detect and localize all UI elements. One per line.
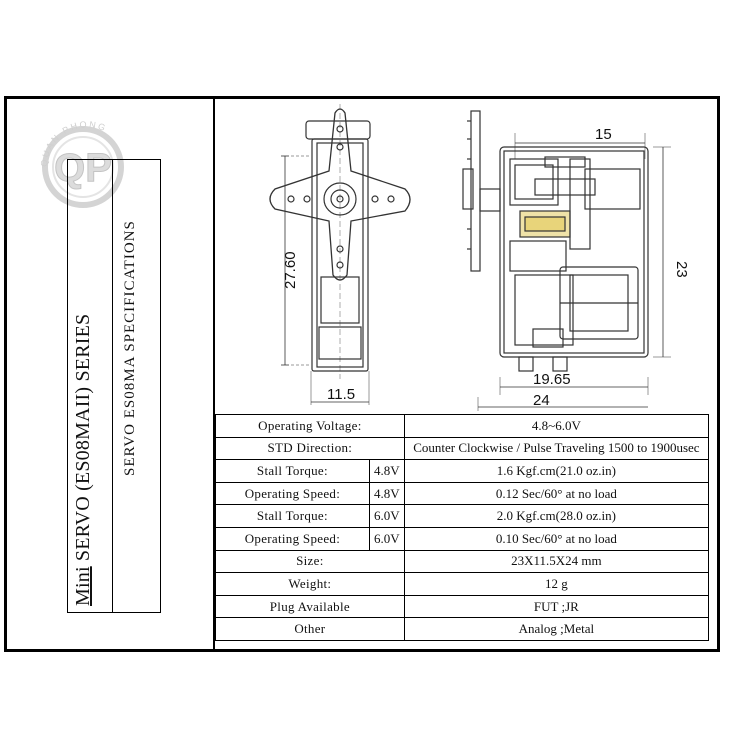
spec-value: 0.10 Sec/60° at no load: [404, 527, 708, 550]
table-row: [216, 415, 709, 438]
spec-label: STD Direction:: [216, 437, 405, 460]
table-row: [216, 460, 709, 483]
spec-voltage: 4.8V: [369, 460, 404, 483]
table-row: [216, 573, 709, 596]
series-title: [72, 314, 95, 606]
spec-voltage: 6.0V: [369, 505, 404, 528]
spec-value: 1.6 Kgf.cm(21.0 oz.in): [404, 460, 708, 483]
spec-sheet: [4, 96, 720, 652]
spec-label: Operating Speed:: [216, 482, 370, 505]
spec-label: Size:: [216, 550, 405, 573]
drawing-panel: [215, 99, 717, 413]
title-panel: [7, 99, 215, 649]
dim-total-length: 24: [533, 392, 550, 409]
table-row: [216, 505, 709, 528]
spec-table: [215, 414, 709, 641]
table-row: [216, 437, 709, 460]
spec-value: 0.12 Sec/60° at no load: [404, 482, 708, 505]
spec-label: Operating Speed:: [216, 527, 370, 550]
spec-value: 12 g: [404, 573, 708, 596]
series-name: SERVO (ES08MAII) SERIES: [72, 313, 94, 562]
spec-value: 4.8~6.0V: [404, 415, 708, 438]
dim-front-width: 11.5: [327, 386, 356, 403]
dim-gear-offset: 15: [595, 126, 612, 143]
watermark-brand: QUAN PHONG: [38, 119, 109, 168]
spec-label: Stall Torque:: [216, 460, 370, 483]
dim-height: 27.60: [282, 251, 299, 289]
table-row: [216, 550, 709, 573]
spec-label: Stall Torque:: [216, 505, 370, 528]
dim-side-height: 23: [673, 261, 690, 278]
watermark-letters: QP: [54, 146, 112, 190]
dim-body-length: 19.65: [533, 371, 571, 388]
title-box: [67, 159, 161, 613]
series-prefix: Mini: [72, 566, 94, 606]
servo-drawing: [215, 99, 725, 413]
table-row: [216, 618, 709, 641]
title-divider: [112, 160, 113, 612]
spec-label: Plug Available: [216, 595, 405, 618]
spec-value: 2.0 Kgf.cm(28.0 oz.in): [404, 505, 708, 528]
side-view: [463, 111, 671, 411]
spec-value: Counter Clockwise / Pulse Traveling 1500 to 1900usec: [404, 437, 708, 460]
spec-label: Weight:: [216, 573, 405, 596]
spec-label: Other: [216, 618, 405, 641]
table-row: [216, 482, 709, 505]
spec-voltage: 6.0V: [369, 527, 404, 550]
spec-value: Analog ;Metal: [404, 618, 708, 641]
spec-value: 23X11.5X24 mm: [404, 550, 708, 573]
spec-value: FUT ;JR: [404, 595, 708, 618]
spec-voltage: 4.8V: [369, 482, 404, 505]
table-row: [216, 527, 709, 550]
spec-label: Operating Voltage:: [216, 415, 405, 438]
table-row: [216, 595, 709, 618]
specs-subtitle: SERVO ES08MA SPECIFICATIONS: [122, 220, 138, 476]
